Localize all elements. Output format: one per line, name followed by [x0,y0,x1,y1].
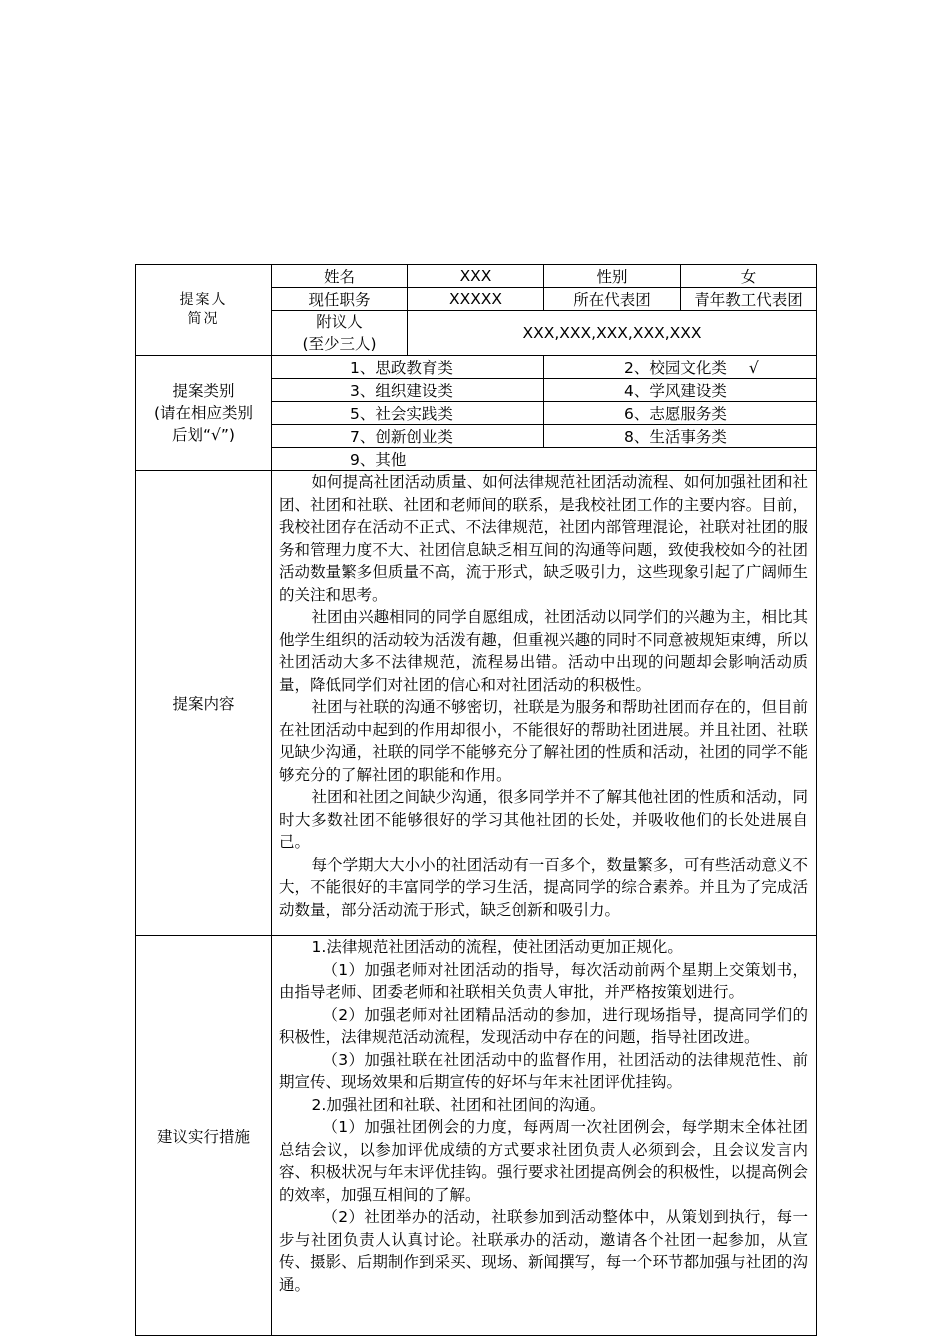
proposer-section-label [136,265,272,356]
category-item: 4、学风建设类 [544,379,817,402]
position-label: 现任职务 [272,288,408,311]
measures-paragraph: （2）社团举办的活动，社联参加到活动整体中，从策划到执行，每一步与社团负责人认真讨论。社联承办的活动，邀请各个社团一起参加，从宣传、摄影、后期制作到采买、现场、新闻撰写，每一个环节都加强与社团的沟通。 [279,1208,808,1294]
category-item: 9、其他 [272,448,817,471]
content-paragraph: 社团和社团之间缺少沟通，很多同学并不了解其他社团的性质和活动，同时大多数社团不能够很好的学习其他社团的长处，并吸收他们的长处进展自己。 [279,788,808,851]
cosigner-label-line1: 附议人 [316,313,363,331]
content-paragraph: 社团由兴趣相同的同学自愿组成，社团活动以同学们的兴趣为主，相比其他学生组织的活动较为活泼有趣，但重视兴趣的同时不同意被规矩束缚，所以社团活动大多不法律规范，流程易出错。活动中出现的问题却会影响活动质量，降低同学们对社团的信心和对社团活动的积极性。 [279,608,808,694]
proposal-form-table [135,264,817,1336]
delegation-label: 所在代表团 [544,288,681,311]
content-label: 提案内容 [136,471,272,936]
gender-value: 女 [681,265,817,288]
measures-label: 建议实行措施 [136,936,272,1336]
cosigner-label [272,311,408,356]
checkmark-icon: √ [748,359,759,377]
category-label-line2: (请在相应类别 [153,404,254,422]
measures-paragraph: （3）加强社联在社团活动中的监督作用，社团活动的法律规范性、前期宣传、现场效果和后期宣传的好坏与年末社团评优挂钩。 [279,1050,808,1091]
category-item-label: 2、校园文化类 [624,359,727,377]
category-label-line1: 提案类别 [172,382,235,400]
cosigner-label-line2: (至少三人) [302,335,377,353]
category-item: 1、思政教育类 [272,356,544,379]
category-item: 8、生活事务类 [544,425,817,448]
content-paragraph: 如何提高社团活动质量、如何法律规范社团活动流程、如何加强社团和社团、社团和社联、社团和老师间的联系，是我校社团工作的主要内容。目前，我校社团存在活动不正式、不法律规范，社团内部管理混论，社联对社团的服务和管理力度不大、社团信息缺乏相互间的沟通等问题，致使我校如今的社团活动数量繁多但质量不高，流于形式，缺乏吸引力，这些现象引起了广阔师生的关注和思考。 [279,473,808,604]
category-label-line3: 后划“√”) [172,426,235,444]
measures-paragraph: （1）加强老师对社团活动的指导，每次活动前两个星期上交策划书，由指导老师、团委老师和社联相关负责人审批，并严格按策划进行。 [279,960,808,1001]
category-item: 3、组织建设类 [272,379,544,402]
category-item: 7、创新创业类 [272,425,544,448]
name-value: XXX [408,265,544,288]
measures-heading: 2.加强社团和社联、社团和社团间的沟通。 [311,1095,606,1114]
measures-paragraph: （2）加强老师对社团精品活动的参加，进行现场指导，提高同学们的积极性，法律规范活动流程，发现活动中存在的问题，指导社团改进。 [279,1005,808,1046]
cosigner-value: XXX,XXX,XXX,XXX,XXX [408,311,817,356]
category-item: 6、志愿服务类 [544,402,817,425]
gender-label: 性别 [544,265,681,288]
position-value: XXXXX [408,288,544,311]
proposer-label-line1: 提案人 [179,292,228,308]
measures-heading: 1.法律规范社团活动的流程，使社团活动更加正规化。 [311,938,683,956]
category-item-checked [544,356,817,379]
delegation-value: 青年教工代表团 [681,288,817,311]
proposer-label-line2: 简况 [187,311,220,327]
measures-body [272,936,817,1336]
category-section-label [136,356,272,471]
content-paragraph: 社团与社联的沟通不够密切，社联是为服务和帮助社团而存在的，但目前在社团活动中起到的作用却很小，不能很好的帮助社团进展。并且社团、社联见缺少沟通，社联的同学不能够充分了解社团的性质和活动，社团的同学不能够充分的了解社团的职能和作用。 [279,698,808,784]
measures-paragraph: （1）加强社团例会的力度，每两周一次社团例会，每学期末全体社团总结会议，以参加评优成绩的方式要求社团负责人必须到会，且会议发言内容、积极状况与年末评优挂钩。强行要求社团提高例会的积极性，以提高例会的效率，加强互相间的了解。 [279,1118,808,1204]
name-label: 姓名 [272,265,408,288]
content-paragraph: 每个学期大大小小的社团活动有一百多个，数量繁多，可有些活动意义不大，不能很好的丰富同学的学习生活，提高同学的综合素养。并且为了完成活动数量，部分活动流于形式，缺乏创新和吸引力。 [279,855,808,919]
category-item: 5、社会实践类 [272,402,544,425]
content-body [272,471,817,936]
